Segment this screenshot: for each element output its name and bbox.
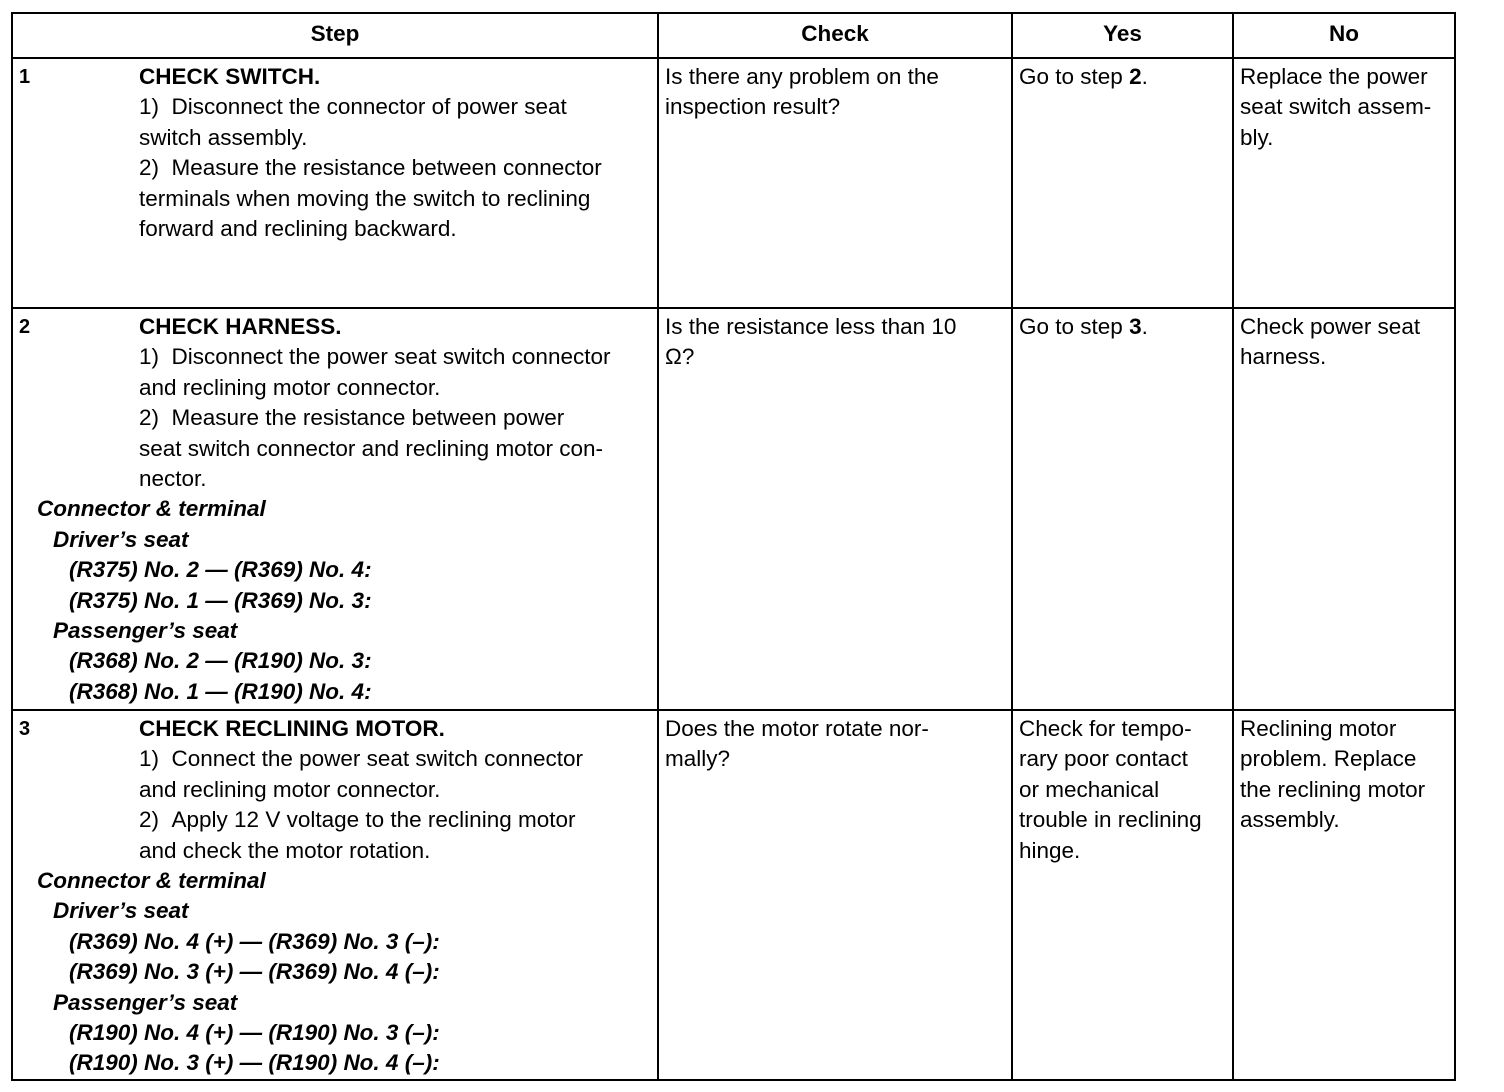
- passenger-seat-label: Passenger’s seat: [53, 989, 238, 1015]
- instruction-line: 1) Disconnect the power seat switch connector: [139, 344, 611, 370]
- step-number: 2: [19, 316, 31, 338]
- check-line: inspection result?: [665, 94, 841, 120]
- instruction-line: and reclining motor connector.: [139, 374, 441, 400]
- no-line: bly.: [1240, 124, 1274, 150]
- connector-terminal-label: Connector & terminal: [37, 868, 266, 894]
- no-line: the reclining motor: [1240, 776, 1426, 802]
- terminal-pair: (R369) No. 4 (+) — (R369) No. 3 (–):: [69, 928, 440, 954]
- instruction-line: 1) Disconnect the connector of power seat: [139, 94, 567, 120]
- terminal-pair: (R368) No. 2 — (R190) No. 3:: [69, 648, 372, 674]
- header-check: Check: [658, 13, 1012, 58]
- no-line: harness.: [1240, 344, 1327, 370]
- yes-cell: [1012, 58, 1233, 308]
- yes-step-link[interactable]: 3: [1129, 314, 1142, 339]
- header-step: Step: [12, 13, 658, 58]
- table-row: [12, 710, 1455, 1080]
- no-cell: [1233, 710, 1455, 1080]
- header-no: No: [1233, 13, 1455, 58]
- yes-cell: [1012, 308, 1233, 710]
- no-line: Check power seat: [1240, 314, 1421, 339]
- instruction-line: 2) Apply 12 V voltage to the reclining motor: [139, 807, 576, 833]
- check-line: Is there any problem on the: [665, 64, 939, 89]
- yes-line: Check for tempo-: [1019, 716, 1192, 741]
- yes-cell: [1012, 710, 1233, 1080]
- diagnosis-table: [11, 12, 1456, 1081]
- terminal-pair: (R190) No. 4 (+) — (R190) No. 3 (–):: [69, 1020, 440, 1046]
- yes-prefix: Go to step: [1019, 64, 1130, 89]
- header-yes: Yes: [1012, 13, 1233, 58]
- yes-suffix: .: [1141, 314, 1148, 339]
- instruction-line: and check the motor rotation.: [139, 837, 431, 863]
- check-line: Is the resistance less than 10: [665, 314, 957, 339]
- connector-terminal-label: Connector & terminal: [37, 496, 266, 522]
- table-row: [12, 308, 1455, 710]
- step-title: CHECK RECLINING MOTOR.: [139, 716, 445, 741]
- no-line: Reclining motor: [1240, 716, 1397, 741]
- yes-suffix: .: [1141, 64, 1148, 89]
- instruction-line: nector.: [139, 466, 207, 492]
- instruction-line: 2) Measure the resistance between power: [139, 405, 565, 431]
- no-cell: [1233, 308, 1455, 710]
- instruction-line: 2) Measure the resistance between connector: [139, 155, 602, 181]
- yes-step-link[interactable]: 2: [1129, 64, 1142, 89]
- instruction-line: terminals when moving the switch to reclining: [139, 185, 591, 211]
- check-line: mally?: [665, 746, 731, 772]
- driver-seat-label: Driver’s seat: [53, 898, 189, 924]
- terminal-pair: (R369) No. 3 (+) — (R369) No. 4 (–):: [69, 959, 440, 985]
- terminal-pair: (R375) No. 1 — (R369) No. 3:: [69, 587, 372, 613]
- instruction-line: seat switch connector and reclining motor con-: [139, 435, 603, 461]
- instruction-line: 1) Connect the power seat switch connector: [139, 746, 583, 772]
- check-line: Ω?: [665, 344, 695, 370]
- driver-seat-label: Driver’s seat: [53, 526, 189, 552]
- check-cell: [658, 710, 1012, 1080]
- no-line: assembly.: [1240, 807, 1340, 833]
- step-title: CHECK HARNESS.: [139, 314, 342, 339]
- yes-line: rary poor contact: [1019, 746, 1188, 772]
- step-cell: [12, 308, 658, 710]
- instruction-line: and reclining motor connector.: [139, 776, 441, 802]
- instruction-line: switch assembly.: [139, 124, 308, 150]
- check-cell: [658, 308, 1012, 710]
- check-line: Does the motor rotate nor-: [665, 716, 929, 741]
- no-line: seat switch assem-: [1240, 94, 1432, 120]
- no-line: problem. Replace: [1240, 746, 1417, 772]
- yes-line: hinge.: [1019, 837, 1081, 863]
- header-row: [12, 13, 1455, 58]
- terminal-pair: (R190) No. 3 (+) — (R190) No. 4 (–):: [69, 1050, 440, 1076]
- table-row: [12, 58, 1455, 308]
- yes-line: or mechanical: [1019, 776, 1160, 802]
- step-number: 1: [19, 66, 31, 88]
- yes-prefix: Go to step: [1019, 314, 1130, 339]
- terminal-pair: (R375) No. 2 — (R369) No. 4:: [69, 557, 372, 583]
- step-number: 3: [19, 718, 31, 740]
- terminal-pair: (R368) No. 1 — (R190) No. 4:: [69, 678, 372, 704]
- passenger-seat-label: Passenger’s seat: [53, 618, 238, 644]
- step-cell: [12, 710, 658, 1080]
- instruction-line: forward and reclining backward.: [139, 216, 457, 242]
- yes-line: trouble in reclining: [1019, 807, 1202, 833]
- no-cell: [1233, 58, 1455, 308]
- check-cell: [658, 58, 1012, 308]
- step-title: CHECK SWITCH.: [139, 64, 321, 89]
- step-cell: [12, 58, 658, 308]
- no-line: Replace the power: [1240, 64, 1428, 89]
